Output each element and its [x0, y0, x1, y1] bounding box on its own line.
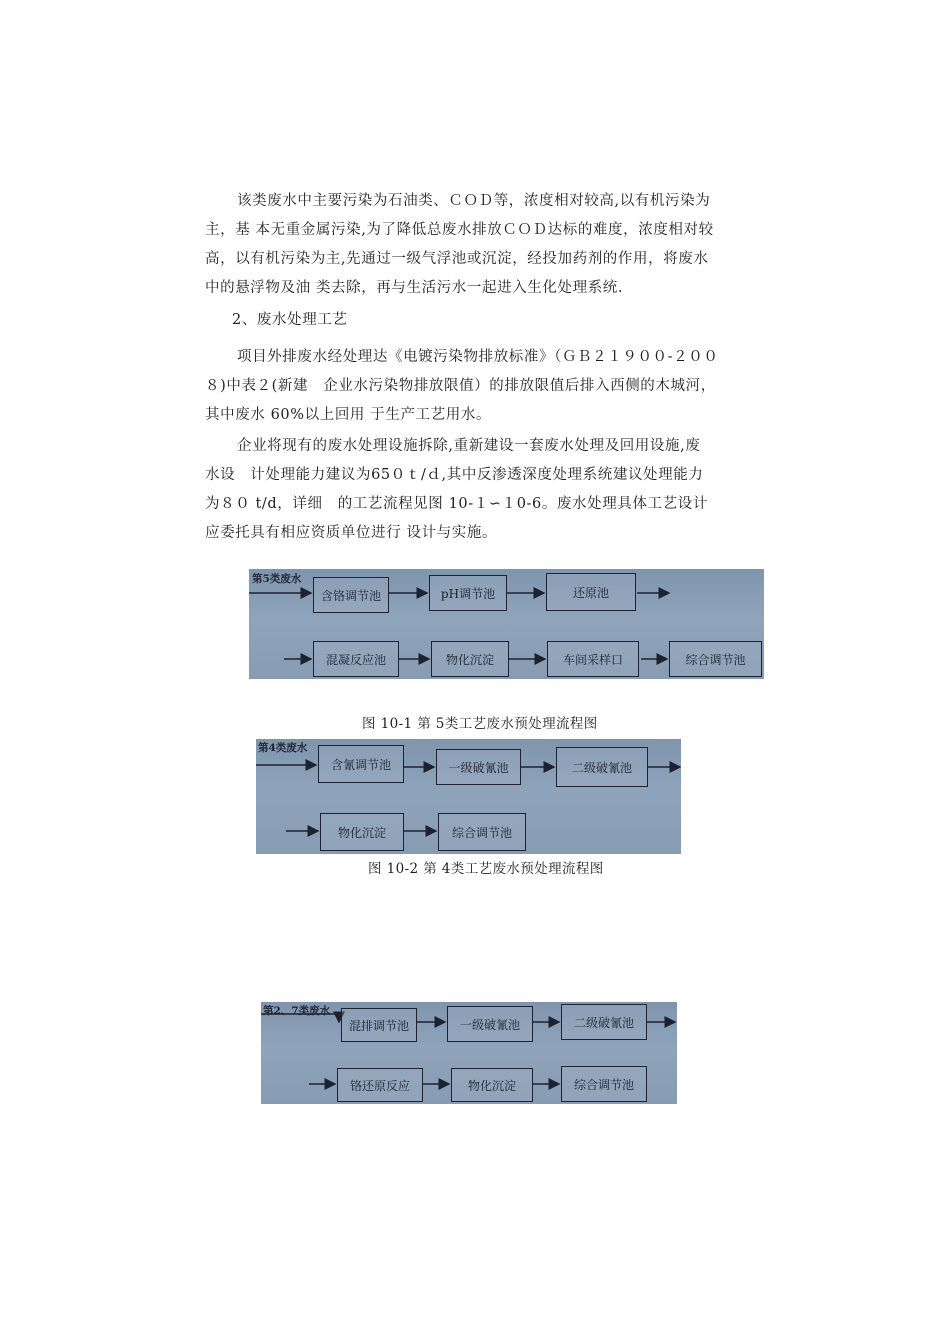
- paragraph-treatment-capacity: [205, 432, 725, 548]
- process-box: pH调节池: [429, 575, 507, 611]
- text-line: 为８０ t/d，详细 的工艺流程见图 10-１∽１0-6。废水处理具体工艺设计: [205, 496, 708, 512]
- process-box: 铬还原反应: [337, 1068, 423, 1102]
- source-label: 第5类废水: [252, 573, 302, 585]
- text-line: 高，以有机污染为主,先通过一级气浮池或沉淀，经投加药剂的作用，将废水: [205, 251, 709, 267]
- process-box: 含氰调节池: [318, 745, 404, 783]
- text-line: ８)中表２(新建 企业水污染物排放限值）的排放限值后排入西侧的木城河，: [205, 378, 716, 394]
- paragraph-discharge-standard: [205, 343, 725, 430]
- process-box: 还原池: [546, 573, 636, 611]
- process-box: 二级破氰池: [561, 1004, 647, 1040]
- process-box: 物化沉淀: [431, 641, 509, 677]
- text-line: 其中废水 60%以上回用 于生产工艺用水。: [205, 407, 492, 423]
- process-box: 含铬调节池: [313, 577, 389, 613]
- text-line: 该类废水中主要污染为石油类、ＣＯＤ等，浓度相对较高,以有机污染为: [237, 193, 711, 209]
- process-box: 混凝反应池: [313, 641, 399, 677]
- process-box: 车间采样口: [547, 641, 639, 677]
- flowchart-figure-2: [256, 739, 681, 854]
- flowchart-figure-3: [261, 1002, 677, 1104]
- source-label: 第2、7类废水: [263, 1005, 331, 1017]
- paragraph-wastewater-pollutants: [205, 187, 725, 303]
- process-box: 综合调节池: [561, 1066, 647, 1102]
- process-box: 综合调节池: [438, 813, 526, 851]
- text-line: 中的悬浮物及油 类去除，再与生活污水一起进入生化处理系统.: [205, 280, 624, 296]
- figure-caption: 图 10-1 第 5类工艺废水预处理流程图: [362, 716, 598, 732]
- process-box: 一级破氰池: [447, 1006, 533, 1042]
- section-heading: 2、废水处理工艺: [232, 312, 348, 328]
- process-box: 物化沉淀: [320, 813, 404, 851]
- flowchart-figure-1: [249, 569, 764, 679]
- figure-caption: 图 10-2 第 4类工艺废水预处理流程图: [368, 861, 604, 877]
- text-line: 主，基 本无重金属污染,为了降低总废水排放ＣＯＤ达标的难度，浓度相对较: [205, 222, 714, 238]
- text-line: 项目外排废水经处理达《电镀污染物排放标准》（ＧＢ２１９００-２００: [237, 349, 719, 365]
- process-box: 二级破氰池: [556, 747, 648, 787]
- process-box: 一级破氰池: [436, 749, 521, 785]
- text-line: 企业将现有的废水处理设施拆除,重新建设一套废水处理及回用设施,废: [237, 438, 701, 454]
- process-box: 物化沉淀: [451, 1068, 533, 1102]
- source-label: 第4类废水: [258, 742, 308, 754]
- text-line: 水设 计处理能力建议为65０ｔ/ｄ,其中反渗透深度处理系统建议处理能力: [205, 467, 704, 483]
- text-line: 应委托具有相应资质单位进行 设计与实施。: [205, 525, 498, 541]
- process-box: 综合调节池: [669, 641, 762, 677]
- process-box: 混排调节池: [341, 1008, 417, 1042]
